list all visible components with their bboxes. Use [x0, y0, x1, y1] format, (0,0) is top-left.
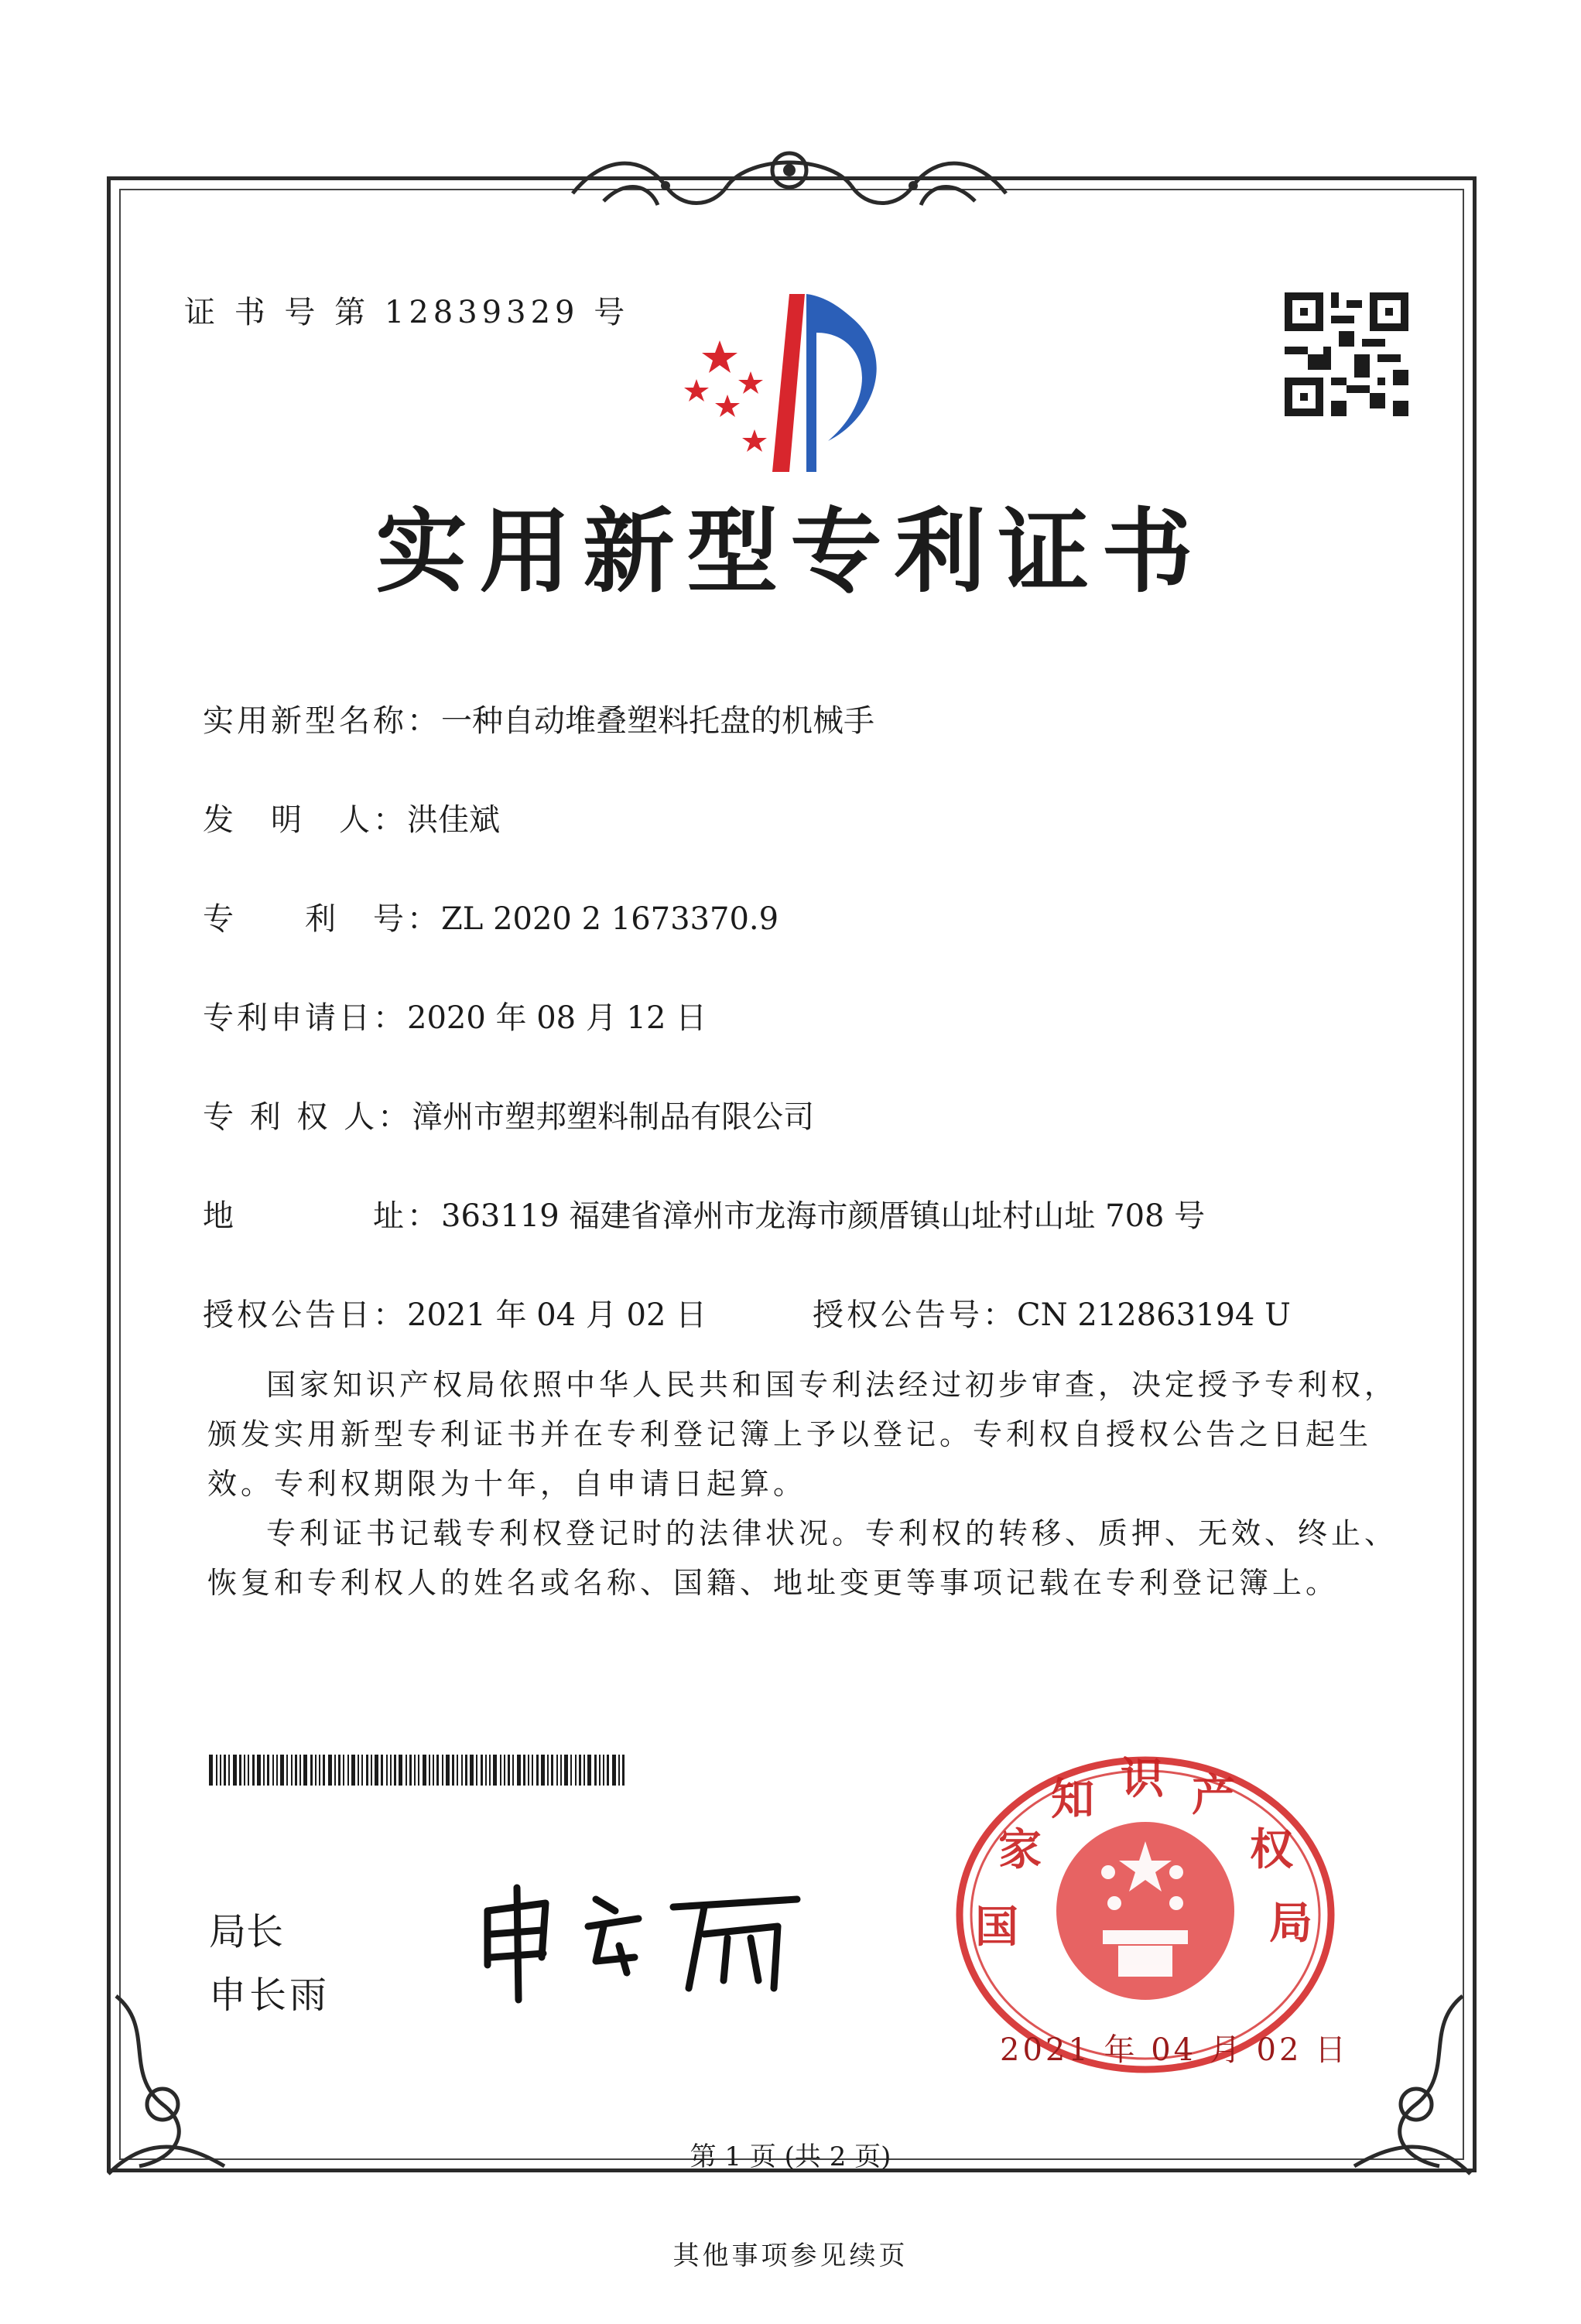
- field-value: 漳州市塑邦塑料制品有限公司: [412, 1099, 815, 1135]
- qr-code: [1285, 292, 1408, 416]
- field-label: 专 利 号：: [203, 901, 441, 937]
- field-patentee: [203, 1092, 814, 1136]
- field-utility-model-name: [203, 696, 874, 740]
- field-value: ZL 2020 2 1673370.9: [441, 901, 779, 937]
- svg-text:国: 国: [975, 1902, 1018, 1953]
- director-title: 局长: [209, 1910, 284, 1953]
- field-label: 授权公告号：: [813, 1297, 1017, 1333]
- field-patent-number: [203, 894, 779, 938]
- field-label: 授权公告日：: [203, 1297, 407, 1333]
- svg-text:权: 权: [1250, 1824, 1293, 1875]
- cnipa-logo: [673, 279, 921, 480]
- field-address: [203, 1191, 1205, 1235]
- page-indicator: 第 1 页 (共 2 页): [690, 2141, 891, 2172]
- field-label: 专利申请日：: [203, 1000, 407, 1036]
- certificate-number-value: 12839329: [384, 295, 580, 330]
- svg-text:知: 知: [1051, 1774, 1094, 1825]
- field-label: 发 明 人：: [203, 802, 407, 838]
- certificate-number: [184, 288, 629, 332]
- director-name: 申长雨: [209, 1974, 330, 2017]
- certificate-number-label: 证 书 号 第: [184, 295, 371, 330]
- field-label: 实用新型名称：: [203, 703, 441, 739]
- legal-paragraph-2: 专利证书记载专利权登记时的法律状况。专利权的转移、质押、无效、终止、恢复和专利权人的姓名或名称、国籍、地址变更等事项记载在专利登记簿上。: [207, 1516, 1398, 1600]
- field-value: CN 212863194 U: [1017, 1297, 1291, 1333]
- svg-text:家: 家: [998, 1824, 1042, 1875]
- field-value: 洪佳斌: [407, 802, 500, 838]
- field-value: 2021 年 04 月 02 日: [407, 1297, 707, 1333]
- seal-date: 2021 年 04 月 02 日: [1000, 2032, 1350, 2068]
- field-application-date: [203, 993, 707, 1037]
- legal-paragraph-1: 国家知识产权局依照中华人民共和国专利法经过初步审查，决定授予专利权，颁发实用新型专利证书并在专利登记簿上予以登记。专利权自授权公告之日起生效。专利权期限为十年，自申请日起算。: [207, 1368, 1398, 1501]
- certificate-title: 实用新型专利证书: [375, 497, 1206, 605]
- field-inventor: [203, 795, 500, 839]
- field-value: 一种自动堆叠塑料托盘的机械手: [441, 703, 874, 739]
- svg-text:识: 识: [1121, 1753, 1164, 1804]
- field-grant-announcement-number: [813, 1290, 1291, 1335]
- field-label: 地 址：: [203, 1198, 441, 1234]
- svg-text:局: 局: [1269, 1898, 1312, 1949]
- field-grant-announcement-date: [203, 1290, 707, 1335]
- footer-note: 其他事项参见续页: [672, 2240, 909, 2271]
- field-value: 2020 年 08 月 12 日: [407, 1000, 707, 1036]
- svg-text:产: 产: [1192, 1770, 1235, 1821]
- field-value: 363119 福建省漳州市龙海市颜厝镇山址村山址 708 号: [441, 1198, 1206, 1234]
- director-signature: [472, 1872, 813, 2004]
- field-label: 专 利 权 人：: [203, 1099, 412, 1135]
- certificate-number-suffix: 号: [594, 295, 630, 330]
- top-ornament: [557, 139, 1021, 224]
- barcode: [209, 1755, 627, 1786]
